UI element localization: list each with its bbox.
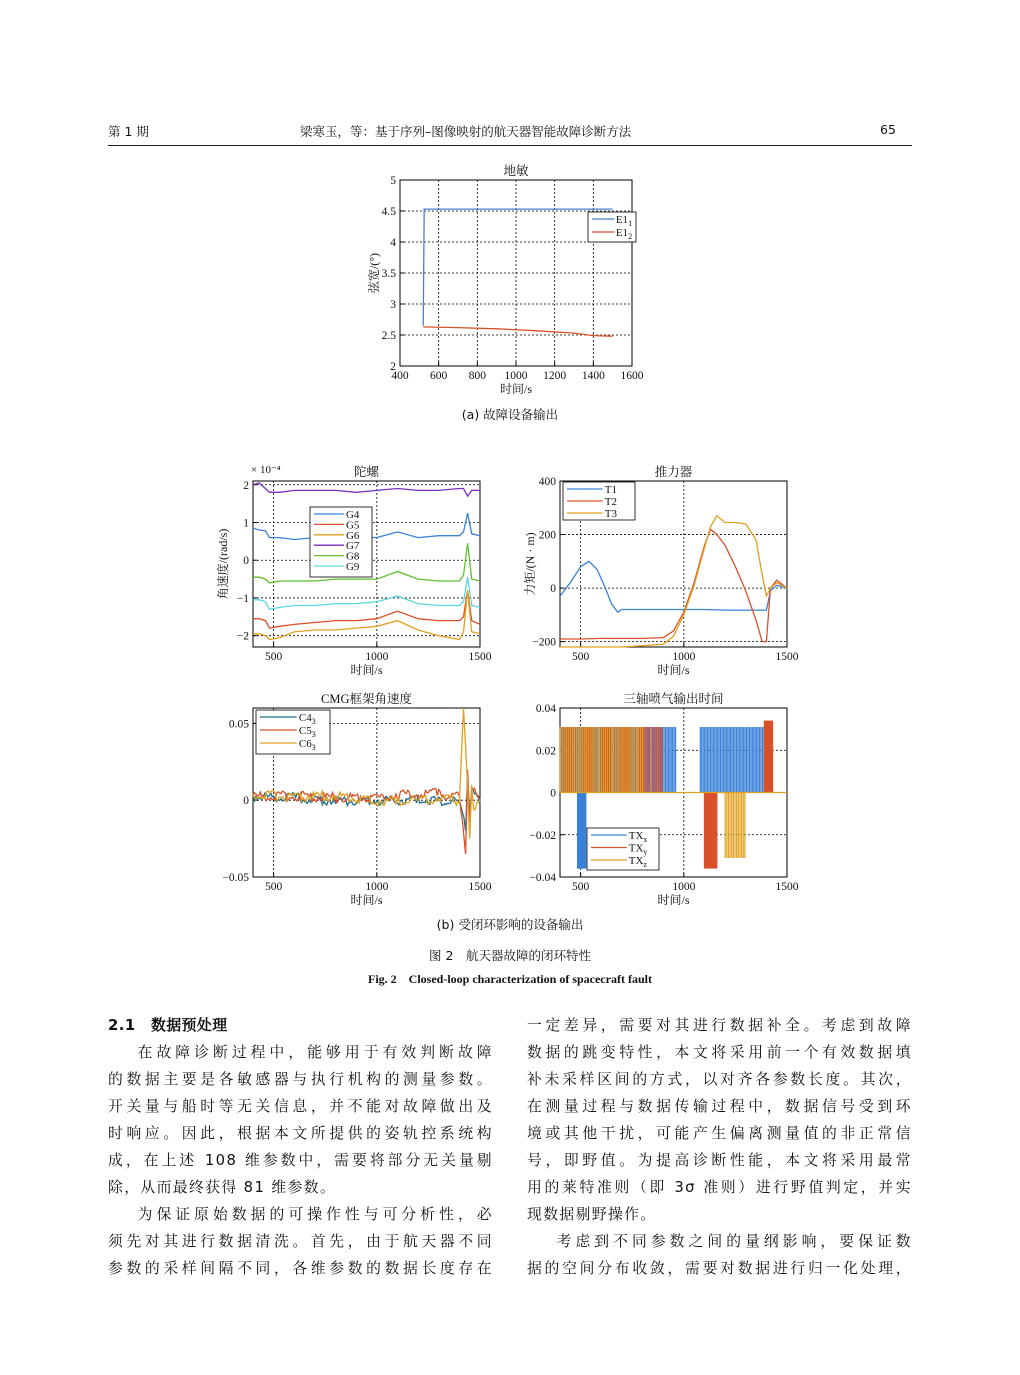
body-line: 参数的采样间隔不同，各维参数的数据长度存在 xyxy=(108,1260,493,1277)
y-tick-label: 5 xyxy=(390,175,396,187)
chart-title: 三轴喷气输出时间 xyxy=(623,692,724,706)
y-axis-label: 力矩/(N · m) xyxy=(523,532,537,596)
body-line: 补未采样区间的方式，以对齐各参数长度。其次， xyxy=(527,1071,912,1088)
body-line: 成，在上述 108 维参数中，需要将部分无关量剔 xyxy=(108,1152,493,1169)
body-line: 时响应。因此，根据本文所提供的姿轨控系统构 xyxy=(108,1125,493,1142)
legend-label: $C5_3$ xyxy=(298,725,316,739)
legend-label: $C4_3$ xyxy=(298,712,316,726)
y-tick-label: 0 xyxy=(550,787,556,800)
series-line-t2 xyxy=(560,529,787,641)
section-heading xyxy=(108,1012,493,1039)
x-tick-label: 1600 xyxy=(620,370,644,382)
x-tick-label: 600 xyxy=(430,370,448,382)
series-line-c5-3 xyxy=(253,770,480,855)
series-line-g5 xyxy=(253,590,480,628)
body-line: 现数据剔野操作。 xyxy=(527,1206,657,1223)
legend-label: G6 xyxy=(345,529,360,542)
body-line: 在故障诊断过程中，能够用于有效判断故障 xyxy=(137,1044,493,1061)
x-tick-label: 500 xyxy=(265,651,283,663)
body-line: 除，从而最终获得 81 维参数。 xyxy=(108,1179,337,1196)
y-tick-label: 400 xyxy=(538,476,556,488)
figure-caption-en: Fig. 2 Closed-loop characterization of spacecraft fault xyxy=(368,972,652,986)
legend-label: $C6_3$ xyxy=(298,738,316,752)
legend-label: T3 xyxy=(604,508,617,520)
x-axis-label: 时间/s xyxy=(657,893,690,907)
y-tick-label: 2.5 xyxy=(381,330,396,342)
x-tick-label: 1500 xyxy=(468,651,492,663)
legend-box xyxy=(587,828,659,870)
body-line: 开关量与船时等无关信息，并不能对故障做出及 xyxy=(108,1098,493,1115)
y-axis-label: 角速度/(rad/s) xyxy=(216,528,230,600)
series-line-g9 xyxy=(253,577,480,609)
body-line: 境或其他干扰，可能产生偏离测量值的非正常信 xyxy=(527,1125,912,1142)
y-tick-label: 2 xyxy=(390,361,396,373)
x-tick-label: 1000 xyxy=(504,370,528,382)
y-tick-label: 0 xyxy=(550,583,556,596)
series-line-c4-3 xyxy=(253,777,480,831)
legend-label: T2 xyxy=(604,496,617,508)
y-tick-label: −0.04 xyxy=(529,872,556,884)
y-tick-label: 0.05 xyxy=(228,718,249,731)
x-tick-label: 500 xyxy=(265,881,283,893)
body-line: 须先对其进行数据清洗。首先，由于航天器不同 xyxy=(108,1233,493,1250)
section-title: 数据预处理 xyxy=(151,1017,228,1034)
x-tick-label: 1500 xyxy=(775,881,799,893)
chart-title: 地敏 xyxy=(503,164,529,178)
body-right-column xyxy=(527,1012,912,1282)
body-line: 据的空间分布收敛，需要对数据进行归一化处理， xyxy=(527,1260,912,1277)
y-tick-label: −200 xyxy=(532,636,556,649)
x-tick-label: 1200 xyxy=(543,370,567,382)
figure-caption-cn: 图 2 航天器故障的闭环特性 xyxy=(429,948,591,963)
x-tick-label: 1500 xyxy=(775,651,799,663)
y-tick-label: 1 xyxy=(243,517,249,530)
legend-label: $E1_2$ xyxy=(615,227,633,241)
caption-sub-a: (a) 故障设备输出 xyxy=(461,407,559,422)
y-tick-label: −2 xyxy=(236,630,249,643)
series-line-t1 xyxy=(560,561,787,612)
body-line: 数据的跳变特性，本文将采用前一个有效数据填 xyxy=(527,1044,912,1061)
chart-title: CMG框架角速度 xyxy=(321,692,412,706)
legend-label: $TX_y$ xyxy=(628,842,648,857)
x-tick-label: 800 xyxy=(468,370,486,382)
x-tick-label: 1400 xyxy=(581,370,605,382)
y-axis-label: 弦宽/(°) xyxy=(367,252,381,294)
body-line: 为保证原始数据的可操作性与可分析性，必 xyxy=(137,1206,493,1223)
legend-label: G4 xyxy=(345,509,360,521)
y-tick-label: 3.5 xyxy=(381,268,396,280)
series-line-e1-1 xyxy=(423,209,613,326)
y-tick-label: 2 xyxy=(243,479,249,492)
legend-label: G5 xyxy=(345,519,360,532)
y-tick-label: 3 xyxy=(390,299,396,311)
legend-label: G9 xyxy=(345,561,360,573)
x-axis-label: 时间/s xyxy=(350,893,383,907)
y-tick-label: −0.02 xyxy=(529,829,556,842)
legend-label: $TX_x$ xyxy=(628,830,648,844)
body-line: 用的莱特准则（即 3σ 准则）进行野值判定，并实 xyxy=(527,1179,912,1196)
legend-label: $E1_1$ xyxy=(615,214,633,228)
y-tick-label: 0 xyxy=(243,555,249,568)
x-axis-label: 时间/s xyxy=(657,663,690,677)
x-tick-label: 500 xyxy=(572,651,590,663)
x-tick-label: 1000 xyxy=(365,651,389,663)
body-line: 在测量过程与数据传输过程中，数据信号受到环 xyxy=(527,1098,912,1115)
body-line: 号，即野值。为提高诊断性能，本文将采用最常 xyxy=(527,1152,912,1169)
x-tick-label: 500 xyxy=(572,881,590,893)
y-tick-label: 0.04 xyxy=(535,703,556,715)
body-left-column xyxy=(108,1012,493,1282)
legend-label: G8 xyxy=(345,550,360,563)
y-tick-label: 4.5 xyxy=(381,206,396,218)
section-number: 2.1 xyxy=(108,1017,136,1034)
caption-sub-b: (b) 受闭环影响的设备输出 xyxy=(436,917,584,932)
running-title: 梁寒玉，等：基于序列–图像映射的航天器智能故障诊断方法 xyxy=(300,124,632,139)
legend-label: T1 xyxy=(604,484,617,496)
chart-title: 推力器 xyxy=(654,465,693,479)
body-line: 的数据主要是各敏感器与执行机构的测量参数。 xyxy=(108,1071,493,1088)
x-tick-label: 1000 xyxy=(365,881,389,893)
x-axis-label: 时间/s xyxy=(499,382,533,396)
x-tick-label: 400 xyxy=(391,370,409,382)
chart-title: 陀螺 xyxy=(353,465,380,479)
issue-label: 第 1 期 xyxy=(108,124,149,139)
y-tick-label: 0.02 xyxy=(535,745,556,758)
legend-label: G7 xyxy=(345,540,360,553)
x-axis-label: 时间/s xyxy=(350,663,383,677)
y-tick-label: −1 xyxy=(236,592,249,605)
x-tick-label: 1000 xyxy=(672,651,696,663)
body-line: 考虑到不同参数之间的量纲影响，要保证数 xyxy=(556,1233,912,1250)
x-tick-label: 1000 xyxy=(672,881,696,893)
y-tick-label: 0 xyxy=(243,795,249,808)
body-line: 一定差异，需要对其进行数据补全。考虑到故障 xyxy=(527,1017,912,1034)
y-tick-label: 4 xyxy=(390,237,396,249)
page-number: 65 xyxy=(880,122,896,137)
axis-multiplier: × 10⁻⁴ xyxy=(251,464,281,476)
series-line-t3 xyxy=(560,516,787,647)
y-tick-label: −0.05 xyxy=(222,872,249,884)
x-tick-label: 1500 xyxy=(468,881,492,893)
legend-label: $TX_z$ xyxy=(628,855,647,869)
y-tick-label: 200 xyxy=(538,529,556,542)
